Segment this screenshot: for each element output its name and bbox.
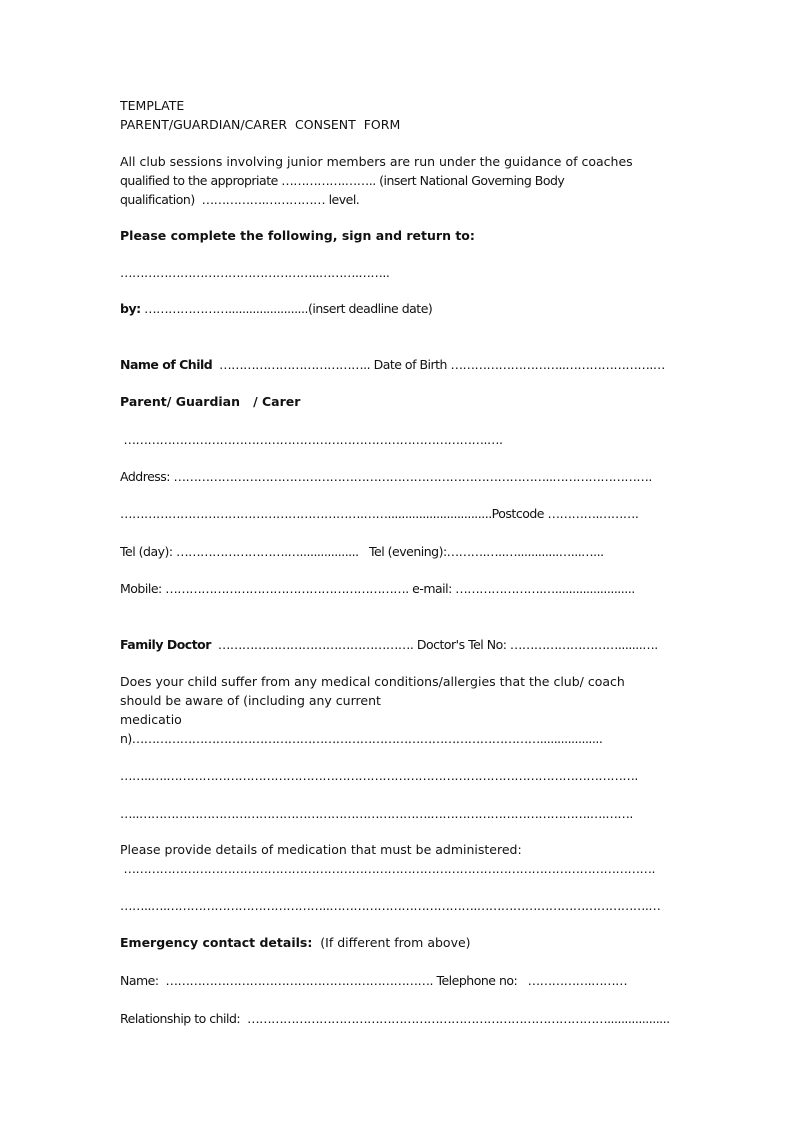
family-doctor-label: Family Doctor (120, 637, 211, 652)
guardian-name-field[interactable]: ……………………………………………………………………………….…. (120, 432, 503, 447)
mobile-email-field[interactable]: Mobile: ……………………………………………………. e-mail: ………………….…....................... (120, 581, 635, 596)
medication-field-2[interactable]: ……..….…………………………………..……………………………….…………………………………….… (120, 898, 661, 913)
deadline-field[interactable]: ………………….......................(insert deadline date) (140, 301, 433, 316)
medical-question-line-3: medicatio (120, 712, 182, 727)
emergency-name-phone-field[interactable]: Name: …………………………………………………………. Telephone no: …………….……… (120, 973, 628, 988)
guardian-heading: Parent/ Guardian / Carer (120, 394, 301, 409)
child-name-dob-field[interactable]: ……………………………….. Date of Birth ………………………..………………….… (212, 357, 665, 372)
medical-question-line-2: should be aware of (including any current (120, 693, 381, 708)
emergency-heading: Emergency contact details: (120, 935, 313, 950)
intro-line-3: qualification) …………….…………… level. (120, 192, 360, 207)
relationship-field[interactable]: Relationship to child: ……………………………………………………………………………….................. (120, 1011, 670, 1026)
doctor-line (120, 637, 658, 653)
medication-field[interactable]: ……………………………………………………………………………………………………………………. (120, 861, 655, 876)
form-title: PARENT/GUARDIAN/CARER CONSENT FORM (120, 117, 401, 132)
telephone-field[interactable]: Tel (day): ……………………….…................. Tel (evening):……….…..…............…...…... (120, 544, 604, 559)
medical-question-line-1: Does your child suffer from any medical conditions/allergies that the club/ coach (120, 674, 625, 689)
medical-conditions-field-3[interactable]: …..……………………………………………………………….………………………………….….……. (120, 806, 633, 821)
child-name-label: Name of Child (120, 357, 213, 372)
intro-line-2: qualified to the appropriate …………….…….. (insert National Governing Body (120, 173, 565, 188)
emergency-heading-line (120, 935, 471, 951)
child-line (120, 357, 665, 373)
return-heading: Please complete the following, sign and return to: (120, 228, 475, 243)
medical-conditions-field[interactable]: n)………………………………………………………………………………………….................. (120, 731, 603, 746)
by-label: by: (120, 301, 141, 316)
intro-line-1: All club sessions involving junior members are run under the guidance of coaches (120, 154, 633, 169)
medical-conditions-field-2[interactable]: ……..….………………………………………………………………………………………………………. (120, 768, 638, 783)
address-field[interactable]: Address: …………………………………………………………………………………..……………………. (120, 469, 652, 484)
return-address-field[interactable]: …………………………………………..……….…….. (120, 265, 390, 280)
emergency-note: (If different from above) (312, 935, 471, 950)
doctor-field[interactable]: …………………………………………. Doctor's Tel No: ……………………….......…. (210, 637, 658, 652)
deadline-line (120, 301, 432, 317)
postcode-field[interactable]: …………………………………………………….……..............................Postcode ………….………. (120, 506, 639, 521)
template-label: TEMPLATE (120, 98, 185, 113)
medication-label: Please provide details of medication that must be administered: (120, 842, 522, 857)
